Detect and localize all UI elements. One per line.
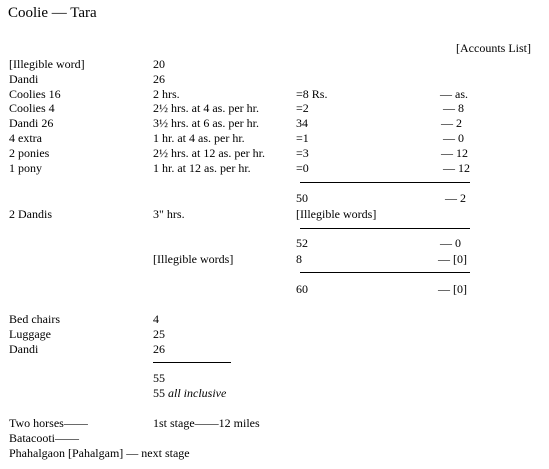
list-label: [Accounts List] xyxy=(456,41,531,55)
row-2-rupees: =8 Rs. xyxy=(296,87,328,101)
row-4-detail: 3½ hrs. at 6 as. per hr. xyxy=(153,116,259,130)
total-annas: — [0] xyxy=(438,282,467,296)
list2-value-0: 4 xyxy=(153,312,159,326)
travel-line-0-detail: 1st stage——12 miles xyxy=(153,416,260,430)
subtotal-2-annas: — 0 xyxy=(440,236,461,250)
illegible-annas: — [0] xyxy=(438,252,467,266)
row-5-rupees: =1 xyxy=(296,131,309,145)
row-7-annas: — 12 xyxy=(443,161,470,175)
row-1-detail: 26 xyxy=(153,72,165,86)
row-5-annas: — 0 xyxy=(443,131,464,145)
dandis-note: [Illegible words] xyxy=(296,207,377,221)
travel-line-1: Batacooti—— xyxy=(9,431,79,445)
rule-total xyxy=(300,272,470,273)
row-7-item: 1 pony xyxy=(9,161,42,175)
illegible-detail: [Illegible words] xyxy=(153,252,234,266)
list2-total: 55 xyxy=(153,371,165,385)
list2-value-2: 26 xyxy=(153,342,165,356)
subtotal-1-rupees: 50 xyxy=(296,191,308,205)
list2-item-0: Bed chairs xyxy=(9,312,60,326)
list2-total-inclusive-text: all inclusive xyxy=(168,386,227,400)
subtotal-2-rupees: 52 xyxy=(296,236,308,250)
dandis-item: 2 Dandis xyxy=(9,207,52,221)
subtotal-1-annas: — 2 xyxy=(445,191,466,205)
row-6-item: 2 ponies xyxy=(9,146,50,160)
travel-line-2: Phahalgaon [Pahalgam] — next stage xyxy=(9,446,190,460)
row-5-item: 4 extra xyxy=(9,131,42,145)
row-2-annas: — as. xyxy=(440,87,468,101)
row-3-detail: 2½ hrs. at 4 as. per hr. xyxy=(153,101,259,115)
row-4-rupees: 34 xyxy=(296,116,308,130)
row-6-detail: 2½ hrs. at 12 as. per hr. xyxy=(153,146,265,160)
dandis-detail: 3" hrs. xyxy=(153,207,185,221)
list2-total-inclusive xyxy=(153,387,226,400)
row-7-rupees: =0 xyxy=(296,161,309,175)
page-title: Coolie — Tara xyxy=(8,5,97,21)
list2-total-inclusive-number: 55 xyxy=(153,386,165,400)
total-rupees: 60 xyxy=(296,282,308,296)
travel-line-0: Two horses—— xyxy=(9,416,88,430)
row-1-item: Dandi xyxy=(9,72,39,86)
row-0-item: [Illegible word] xyxy=(9,57,85,71)
row-2-item: Coolies 16 xyxy=(9,87,61,101)
row-3-annas: — 8 xyxy=(443,101,464,115)
list2-item-1: Luggage xyxy=(9,327,51,341)
row-2-detail: 2 hrs. xyxy=(153,87,180,101)
row-6-rupees: =3 xyxy=(296,146,309,160)
rule-list2-total xyxy=(153,362,231,363)
rule-subtotal-2 xyxy=(300,228,470,229)
list2-item-2: Dandi xyxy=(9,342,39,356)
rule-subtotal-1 xyxy=(300,182,470,183)
row-5-detail: 1 hr. at 4 as. per hr. xyxy=(153,131,245,145)
row-0-detail: 20 xyxy=(153,57,165,71)
list2-value-1: 25 xyxy=(153,327,165,341)
illegible-rupees: 8 xyxy=(296,252,302,266)
row-4-item: Dandi 26 xyxy=(9,116,54,130)
row-7-detail: 1 hr. at 12 as. per hr. xyxy=(153,161,251,175)
row-4-annas: — 2 xyxy=(441,116,462,130)
row-3-rupees: =2 xyxy=(296,101,309,115)
row-3-item: Coolies 4 xyxy=(9,101,55,115)
row-6-annas: — 12 xyxy=(441,146,468,160)
